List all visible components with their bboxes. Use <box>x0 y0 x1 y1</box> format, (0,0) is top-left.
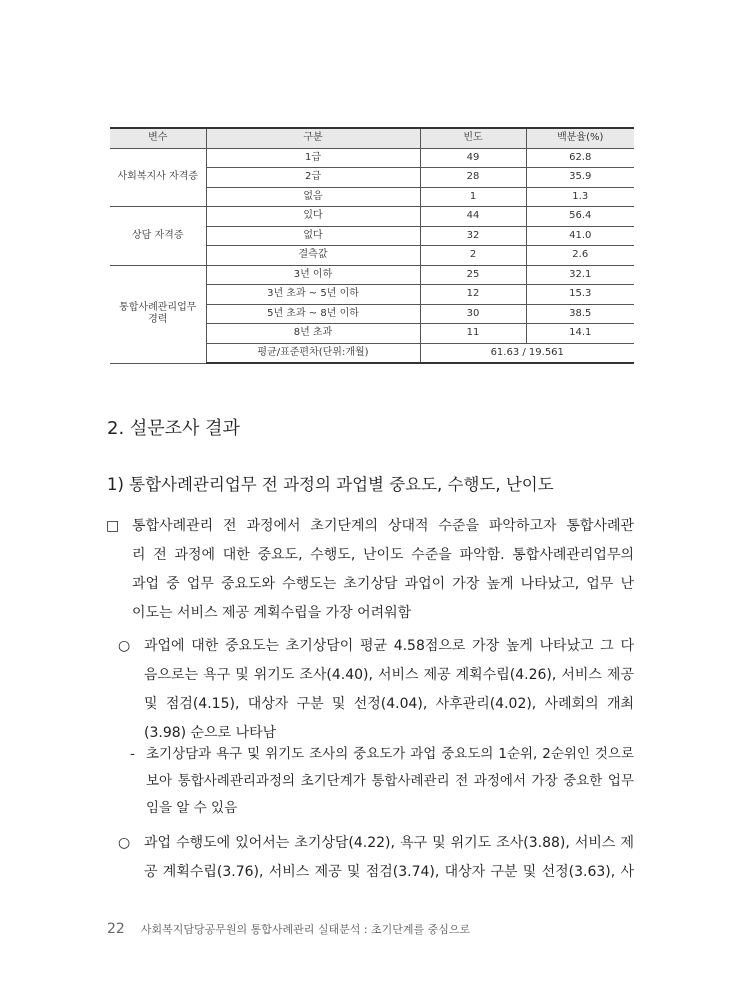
circle-bullet-icon: ○ <box>118 638 131 654</box>
percentage-cell: 1.3 <box>526 187 634 207</box>
category-cell: 2급 <box>206 168 420 188</box>
summary-value-cell: 61.63 / 19.561 <box>420 343 634 363</box>
header-frequency: 빈도 <box>420 128 526 148</box>
percentage-cell: 15.3 <box>526 285 634 305</box>
percentage-cell: 62.8 <box>526 148 634 168</box>
dash-paragraph <box>130 741 634 822</box>
table-row <box>110 265 634 285</box>
frequency-cell: 12 <box>420 285 526 305</box>
header-percentage: 백분율(%) <box>526 128 634 148</box>
box-paragraph <box>106 512 634 628</box>
variable-cell <box>110 265 206 363</box>
square-bullet-icon: □ <box>106 518 120 534</box>
paragraph-line: 초기상담과 욕구 및 위기도 조사의 중요도가 과업 중요도의 1순위, 2순위인 것으로 <box>146 746 634 762</box>
frequency-cell: 1 <box>420 187 526 207</box>
paragraph-line: (3.98) 순으로 나타남 <box>144 725 277 741</box>
circle-paragraph-1 <box>118 632 634 748</box>
frequency-cell: 11 <box>420 324 526 344</box>
frequency-cell: 2 <box>420 246 526 266</box>
table-row <box>110 148 634 168</box>
paragraph-line: 공 계획수립(3.76), 서비스 제공 및 점검(3.74), 대상자 구분 및 선정(3.63), 사 <box>144 864 634 880</box>
paragraph-line: 임을 알 수 있음 <box>146 800 238 816</box>
category-cell: 3년 이하 <box>206 265 420 285</box>
percentage-cell: 35.9 <box>526 168 634 188</box>
percentage-cell: 32.1 <box>526 265 634 285</box>
table-row <box>110 207 634 227</box>
page-number: 22 <box>107 921 125 937</box>
variable-line: 통합사례관리업무 <box>119 302 197 313</box>
frequency-cell: 44 <box>420 207 526 227</box>
category-cell: 1급 <box>206 148 420 168</box>
circle-bullet-icon: ○ <box>118 835 131 851</box>
variable-line: 경력 <box>148 314 168 325</box>
frequency-cell: 25 <box>420 265 526 285</box>
header-category: 구분 <box>206 128 420 148</box>
paragraph-line: 이도는 서비스 제공 계획수립을 가장 어려워함 <box>132 605 412 621</box>
subsection-title: 1) 통합사례관리업무 전 과정의 과업별 중요도, 수행도, 난이도 <box>107 475 554 494</box>
percentage-cell: 38.5 <box>526 304 634 324</box>
paragraph-line: 과업 중 업무 중요도와 수행도는 초기상담 과업이 가장 높게 나타났고, 업무 난 <box>132 576 634 592</box>
paragraph-line: 리 전 과정에 대한 중요도, 수행도, 난이도 수준을 파악함. 통합사례관리업무의 <box>132 547 634 563</box>
circle-paragraph-2 <box>118 829 634 887</box>
paragraph-line: 과업에 대한 중요도는 초기상담이 평균 4.58점으로 가장 높게 나타났고 그 다 <box>144 638 634 654</box>
paragraph-line: 과업 수행도에 있어서는 초기상담(4.22), 욕구 및 위기도 조사(3.88), 서비스 제 <box>144 835 634 851</box>
summary-label-cell: 평균/표준편차(단위:개월) <box>206 343 420 363</box>
section-title: 2. 설문조사 결과 <box>107 418 240 439</box>
page-footer <box>107 921 470 937</box>
frequency-cell: 28 <box>420 168 526 188</box>
category-cell: 없다 <box>206 226 420 246</box>
category-cell: 5년 초과 ~ 8년 이하 <box>206 304 420 324</box>
category-cell: 3년 초과 ~ 5년 이하 <box>206 285 420 305</box>
statistics-table <box>110 127 634 364</box>
percentage-cell: 56.4 <box>526 207 634 227</box>
percentage-cell: 14.1 <box>526 324 634 344</box>
table-header-row <box>110 128 634 148</box>
category-cell: 없음 <box>206 187 420 207</box>
category-cell: 있다 <box>206 207 420 227</box>
variable-cell: 사회복지사 자격증 <box>110 148 206 207</box>
frequency-cell: 49 <box>420 148 526 168</box>
category-cell: 결측값 <box>206 246 420 266</box>
dash-bullet-icon: - <box>130 746 135 762</box>
frequency-cell: 30 <box>420 304 526 324</box>
category-cell: 8년 초과 <box>206 324 420 344</box>
percentage-cell: 41.0 <box>526 226 634 246</box>
paragraph-line: 보아 통합사례관리과정의 초기단계가 통합사례관리 전 과정에서 가장 중요한 업무 <box>146 773 634 789</box>
variable-cell: 상담 자격증 <box>110 207 206 266</box>
frequency-cell: 32 <box>420 226 526 246</box>
paragraph-line: 통합사례관리 전 과정에서 초기단계의 상대적 수준을 파악하고자 통합사례관 <box>132 518 634 534</box>
percentage-cell: 2.6 <box>526 246 634 266</box>
header-variable: 변수 <box>110 128 206 148</box>
paragraph-line: 음으로는 욕구 및 위기도 조사(4.40), 서비스 제공 계획수립(4.26), 서비스 제공 <box>144 667 634 683</box>
paragraph-line: 및 점검(4.15), 대상자 구분 및 선정(4.04), 사후관리(4.02), 사례회의 개최 <box>144 696 634 712</box>
running-title: 사회복지담당공무원의 통합사례관리 실태분석 : 초기단계를 중심으로 <box>140 923 471 936</box>
